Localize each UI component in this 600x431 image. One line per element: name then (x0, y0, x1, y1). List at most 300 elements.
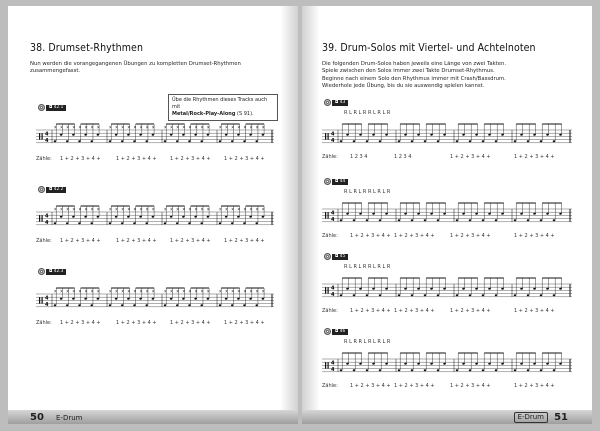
note-head (231, 222, 234, 224)
percussion-clef (325, 212, 326, 218)
hihat-note: × (53, 288, 58, 294)
hihat-note: × (139, 206, 143, 212)
hihat-note: × (121, 206, 125, 212)
note-head (353, 369, 356, 371)
note-head (404, 288, 407, 290)
note-head (346, 134, 349, 136)
count: 1 + 2 + 3 + 4 + (450, 154, 491, 160)
hihat-note: × (255, 124, 259, 130)
count-label: Zähle: (322, 308, 338, 314)
note-head (520, 363, 523, 365)
note-head (353, 219, 356, 221)
hihat-note: × (151, 206, 156, 212)
note-head (527, 219, 530, 221)
count: 1 + 2 + 3 + 4 + (60, 156, 101, 162)
note-head (417, 288, 420, 290)
hihat-note: × (59, 206, 64, 212)
drum-staff (36, 196, 274, 236)
hihat-note: × (53, 124, 58, 130)
note-head (237, 216, 240, 218)
note-head (462, 363, 465, 365)
count: 1 + 2 + 3 + 4 + (394, 233, 435, 239)
note-head (139, 134, 142, 136)
note-head (424, 219, 427, 221)
note-head (139, 298, 142, 300)
count: 1 + 2 + 3 + 4 + (450, 308, 491, 314)
note-head (359, 213, 362, 215)
sticking: R L R R L R L R L R (344, 339, 391, 345)
note-head (437, 369, 440, 371)
hihat-note: × (218, 124, 223, 130)
note-head (262, 216, 265, 218)
percussion-clef (328, 133, 329, 139)
note-head (430, 363, 433, 365)
hihat-note: × (231, 206, 235, 212)
hihat-note: × (151, 288, 156, 294)
info-text: Übe die Rhythmen dieses Tracks auch mit (172, 97, 268, 110)
track-number: ◘ 42.3 (46, 269, 66, 275)
page-title: 38. Drumset-Rhythmen (30, 42, 144, 54)
percussion-clef (39, 133, 40, 139)
note-head (417, 134, 420, 136)
note-head (456, 219, 459, 221)
note-head (359, 288, 362, 290)
note-head (340, 369, 343, 371)
time-signature: 4 (45, 213, 49, 220)
note-head (475, 363, 478, 365)
note-head (225, 298, 228, 300)
note-head (462, 288, 465, 290)
note-head (553, 369, 556, 371)
time-signature: 4 (331, 131, 335, 138)
hihat-note: × (133, 206, 137, 212)
page-title: 39. Drum-Solos mit Viertel- und Achtelnoten (322, 42, 536, 54)
note-head (424, 369, 427, 371)
hihat-note: × (139, 124, 143, 130)
count: 1 + 2 + 3 + 4 + (514, 383, 555, 389)
hihat-note: × (139, 288, 143, 294)
note-head (385, 213, 388, 215)
note-head (437, 219, 440, 221)
note-head (60, 134, 63, 136)
note-head (398, 140, 401, 142)
note-head (469, 219, 472, 221)
note-head (482, 140, 485, 142)
count-row (36, 156, 276, 162)
hihat-note: × (188, 124, 192, 130)
note-head (469, 369, 472, 371)
sticking: R L R L R R L R L R (344, 264, 391, 270)
note-head (469, 294, 472, 296)
note-head (219, 222, 222, 224)
note-head (495, 219, 498, 221)
track-label (38, 104, 66, 111)
count: 1 + 2 + 3 + 4 + (394, 383, 435, 389)
note-head (152, 216, 155, 218)
note-head (540, 140, 543, 142)
count: 1 + 2 + 3 + 4 + (224, 156, 265, 162)
note-head (495, 294, 498, 296)
time-signature: 4 (331, 360, 335, 367)
hihat-note: × (127, 206, 131, 212)
hihat-note: × (66, 206, 70, 212)
note-head (145, 222, 148, 224)
note-head (379, 140, 382, 142)
hihat-note: × (72, 124, 76, 130)
note-head (533, 134, 536, 136)
note-head (200, 304, 203, 306)
note-head (443, 134, 446, 136)
note-head (501, 134, 504, 136)
note-head (456, 140, 459, 142)
count: 1 + 2 + 3 + 4 + (116, 156, 157, 162)
hihat-note: × (84, 124, 88, 130)
note-head (90, 140, 93, 142)
cd-icon (38, 186, 45, 193)
hihat-note: × (72, 206, 76, 212)
note-head (133, 304, 136, 306)
hihat-note: × (249, 288, 253, 294)
hihat-note: × (249, 206, 253, 212)
hihat-note: × (114, 206, 119, 212)
count: 1 + 2 + 3 + 4 + (116, 320, 157, 326)
count-row (36, 320, 276, 326)
count: 1 + 2 + 3 + 4 + (350, 308, 391, 314)
drum-staff (322, 272, 572, 306)
note-head (164, 140, 167, 142)
hihat-note: × (194, 288, 198, 294)
right-page (302, 6, 592, 424)
hihat-note: × (224, 124, 229, 130)
hihat-note: × (145, 206, 149, 212)
percussion-clef (325, 362, 326, 368)
percussion-clef (328, 287, 329, 293)
note-head (488, 288, 491, 290)
note-head (255, 140, 258, 142)
note-head (546, 288, 549, 290)
hihat-note: × (108, 124, 113, 130)
count: 1 + 2 + 3 + 4 + (514, 233, 555, 239)
note-head (225, 134, 228, 136)
note-head (411, 140, 414, 142)
page-footer (302, 410, 592, 424)
count-label: Zähle: (322, 383, 338, 389)
hihat-note: × (224, 206, 229, 212)
note-head (514, 294, 517, 296)
hihat-note: × (127, 124, 131, 130)
hihat-note: × (243, 288, 247, 294)
gutter-shadow (280, 6, 298, 424)
note-head (237, 298, 240, 300)
hihat-note: × (169, 206, 174, 212)
count: 1 + 2 + 3 + 4 + (350, 233, 391, 239)
count: 1 + 2 + 3 + 4 + (394, 308, 435, 314)
track-label (38, 186, 66, 193)
hihat-note: × (169, 288, 174, 294)
note-head (182, 298, 185, 300)
hihat-note: × (72, 288, 76, 294)
time-signature: 4 (45, 131, 49, 138)
note-head (346, 288, 349, 290)
note-head (430, 213, 433, 215)
note-head (456, 369, 459, 371)
note-head (482, 369, 485, 371)
hihat-note: × (218, 288, 223, 294)
note-head (495, 140, 498, 142)
note-head (249, 134, 252, 136)
hihat-note: × (218, 206, 223, 212)
note-head (194, 216, 197, 218)
hihat-note: × (108, 288, 113, 294)
track-label (324, 178, 348, 185)
note-head (366, 294, 369, 296)
note-head (540, 294, 543, 296)
percussion-clef (325, 287, 326, 293)
note-head (78, 222, 81, 224)
note-head (411, 294, 414, 296)
time-signature: 4 (45, 301, 49, 308)
note-head (546, 134, 549, 136)
note-head (207, 134, 210, 136)
count-label: Zähle: (36, 156, 52, 162)
time-signature: 4 (331, 366, 335, 373)
note-head (385, 363, 388, 365)
hihat-note: × (206, 124, 211, 130)
note-head (456, 294, 459, 296)
note-head (475, 213, 478, 215)
note-head (200, 140, 203, 142)
hihat-note: × (96, 124, 101, 130)
note-head (133, 140, 136, 142)
note-head (127, 298, 130, 300)
note-head (546, 363, 549, 365)
drum-staff (322, 347, 572, 381)
note-head (219, 140, 222, 142)
note-head (527, 294, 530, 296)
hihat-note: × (59, 288, 64, 294)
count-row (322, 154, 572, 160)
hihat-note: × (237, 206, 241, 212)
percussion-clef (42, 133, 43, 139)
hihat-note: × (151, 124, 156, 130)
note-head (133, 222, 136, 224)
note-head (152, 298, 155, 300)
note-head (488, 134, 491, 136)
hihat-note: × (114, 288, 119, 294)
note-head (170, 134, 173, 136)
time-signature: 4 (45, 137, 49, 144)
info-ref: (S 91). (237, 111, 254, 117)
note-head (520, 134, 523, 136)
hihat-note: × (163, 206, 168, 212)
time-signature: 4 (331, 291, 335, 298)
track-number: ◘ 43 (332, 100, 348, 106)
note-head (379, 369, 382, 371)
note-head (553, 219, 556, 221)
hihat-note: × (84, 288, 88, 294)
note-head (559, 213, 562, 215)
cd-icon (324, 99, 331, 106)
note-head (366, 140, 369, 142)
note-head (145, 304, 148, 306)
note-head (424, 140, 427, 142)
note-head (514, 369, 517, 371)
note-head (353, 294, 356, 296)
intro-text (322, 61, 582, 90)
note-head (54, 304, 57, 306)
page-number: 51 (554, 412, 568, 423)
intro-line: Spiele zwischen den Solos immer zwei Takte Drumset-Rhythmus. (322, 68, 495, 75)
hihat-note: × (133, 288, 137, 294)
count: 1 + 2 + 3 + 4 + (450, 233, 491, 239)
note-head (219, 304, 222, 306)
count-label: Zähle: (322, 154, 338, 160)
note-head (121, 140, 124, 142)
hihat-note: × (66, 124, 70, 130)
count-row (36, 238, 276, 244)
count: 1 + 2 + 3 + 4 + (116, 238, 157, 244)
count: 1 + 2 + 3 + 4 + (170, 156, 211, 162)
count: 1 + 2 + 3 + 4 + (514, 308, 555, 314)
track-number: ◘ 42.2 (46, 187, 66, 193)
page-number: 50 (30, 412, 44, 423)
note-head (559, 288, 562, 290)
note-head (78, 304, 81, 306)
hihat-note: × (84, 206, 88, 212)
note-head (443, 363, 446, 365)
note-head (109, 222, 112, 224)
hihat-note: × (78, 288, 82, 294)
hihat-note: × (237, 124, 241, 130)
note-head (437, 140, 440, 142)
note-head (372, 288, 375, 290)
note-head (194, 134, 197, 136)
note-head (430, 288, 433, 290)
note-head (188, 222, 191, 224)
note-head (533, 213, 536, 215)
note-head (501, 288, 504, 290)
drum-staff (322, 197, 572, 231)
note-head (152, 134, 155, 136)
note-head (78, 140, 81, 142)
hihat-note: × (114, 124, 119, 130)
note-head (359, 134, 362, 136)
note-head (527, 369, 530, 371)
hihat-note: × (261, 124, 266, 130)
count-label: Zähle: (36, 238, 52, 244)
note-head (115, 298, 118, 300)
note-head (385, 134, 388, 136)
note-head (385, 288, 388, 290)
note-head (54, 140, 57, 142)
hihat-note: × (182, 124, 186, 130)
hihat-note: × (206, 206, 211, 212)
note-head (359, 363, 362, 365)
note-head (164, 304, 167, 306)
note-head (559, 134, 562, 136)
note-head (109, 304, 112, 306)
note-head (84, 216, 87, 218)
note-head (90, 304, 93, 306)
note-head (346, 363, 349, 365)
hihat-note: × (261, 288, 266, 294)
note-head (430, 134, 433, 136)
hihat-note: × (237, 288, 241, 294)
track-label (324, 99, 348, 106)
count: 1 + 2 + 3 + 4 + (224, 238, 265, 244)
note-head (398, 294, 401, 296)
note-head (475, 288, 478, 290)
cd-icon (38, 104, 45, 111)
count: 1 + 2 + 3 + 4 + (170, 238, 211, 244)
note-head (514, 219, 517, 221)
hihat-note: × (188, 206, 192, 212)
note-head (553, 140, 556, 142)
note-head (482, 219, 485, 221)
note-head (249, 298, 252, 300)
note-head (60, 298, 63, 300)
hihat-note: × (176, 124, 180, 130)
gutter-shadow (302, 6, 320, 424)
hihat-note: × (188, 288, 192, 294)
time-signature: 4 (45, 219, 49, 226)
time-signature: 4 (331, 210, 335, 217)
hihat-note: × (163, 124, 168, 130)
note-head (559, 363, 562, 365)
note-head (90, 222, 93, 224)
note-head (404, 134, 407, 136)
note-head (243, 222, 246, 224)
drum-staff (322, 118, 572, 152)
intro-text: Nun werden die vorangegangenen Übungen zu kompletten Drumset-Rhythmen zusammengefasst. (30, 61, 241, 75)
note-head (404, 363, 407, 365)
note-head (411, 219, 414, 221)
note-head (488, 363, 491, 365)
note-head (546, 213, 549, 215)
track-number: ◘ 44 (332, 179, 348, 185)
count: 1 + 2 + 3 + 4 + (450, 383, 491, 389)
hihat-note: × (194, 124, 198, 130)
note-head (97, 134, 100, 136)
hihat-note: × (261, 206, 266, 212)
hihat-note: × (176, 288, 180, 294)
note-head (255, 304, 258, 306)
count: 1 + 2 + 3 + 4 + (60, 238, 101, 244)
note-head (207, 216, 210, 218)
percussion-clef (325, 133, 326, 139)
note-head (188, 304, 191, 306)
note-head (176, 222, 179, 224)
sticking: R L R L R R L R L R (344, 110, 391, 116)
note-head (462, 213, 465, 215)
note-head (424, 294, 427, 296)
cd-icon (324, 328, 331, 335)
intro-line: Die folgenden Drum-Solos haben jeweils eine Länge von zwei Takten. (322, 61, 507, 67)
track-label (38, 268, 66, 275)
note-head (366, 369, 369, 371)
note-head (54, 222, 57, 224)
footer-label: E-Drum (514, 412, 548, 423)
note-head (346, 213, 349, 215)
note-head (243, 140, 246, 142)
hihat-note: × (145, 288, 149, 294)
drum-staff (36, 278, 274, 318)
note-head (437, 294, 440, 296)
note-head (533, 363, 536, 365)
percussion-clef (42, 215, 43, 221)
note-head (176, 304, 179, 306)
count: 1 2 3 4 (350, 154, 368, 160)
